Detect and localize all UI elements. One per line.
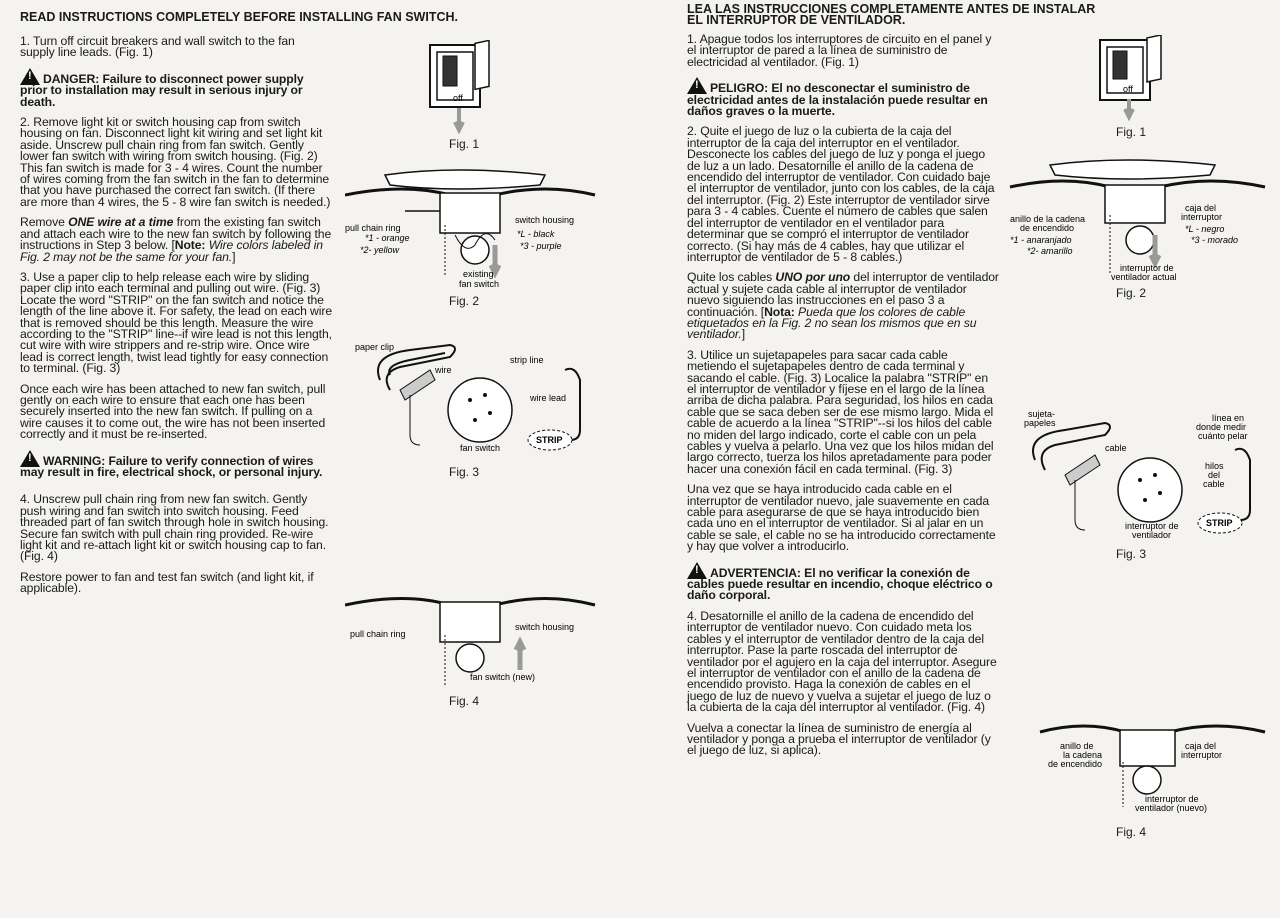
danger-warning-en: !DANGER: Failure to disconnect power supply prior to installation may result in serious injury or death.	[20, 68, 332, 108]
existing-label: existing	[463, 269, 494, 279]
strip-label: STRIP	[536, 435, 563, 445]
pull-chain-ring-label: pull chain ring	[350, 629, 406, 639]
wire-lead-label: wire lead	[530, 393, 567, 403]
fig-3-caption-es: Fig. 3	[1116, 547, 1147, 561]
warning-icon	[20, 450, 40, 467]
anillo-label: anillo de la cadena	[1010, 214, 1086, 224]
papeles-label: papeles	[1024, 418, 1056, 428]
peligro-warning-es: !PELIGRO: El no desconectar el suministro de electricidad antes de la instalación puede resultar en daños graves o la muerte.	[687, 77, 999, 117]
instructions-es	[687, 34, 999, 766]
figure-1-es	[1095, 35, 1175, 125]
de-encendido-label: de encendido	[1020, 223, 1075, 233]
donde-medir-label: donde medir	[1196, 422, 1247, 432]
fig-1-caption-es: Fig. 1	[1116, 125, 1147, 139]
del-label: del	[1208, 470, 1221, 480]
ventilador-actual-label: ventilador actual	[1111, 272, 1177, 282]
de-encendido-label: de encendido	[1048, 759, 1103, 769]
step-2-es: 2. Quite el juego de luz o la cubierta de la caja del interruptor de la caja del interruptor en el ventilador. Desconecte los cables del juego de luz y ponga el juego de luz a un lado. Desatornille el anillo de la cadena de encendido del interruptor de ventilador. Con cuidado baje el interruptor de ventilador, junto con los cables, de la caja del interruptor. (Fig. 2) Este interruptor de ventilador sirve para 3 - 4 cables. Cuente el número de cables que salen del interruptor de ventilador en el ventilador para determinar que se compró el interruptor de ventilador correcto. (Si hay más de 4 cables, hay que utilizar el interruptor de ventilador de 5 - 8 cables.)	[687, 124, 995, 264]
restore-paragraph-en: Restore power to fan and test fan switch (and light kit, if applicable).	[20, 569, 314, 596]
figure-1-en	[425, 40, 505, 140]
interruptor-de-label: interruptor de	[1125, 521, 1179, 531]
caja-del-label: caja del	[1185, 203, 1217, 213]
fig-2-caption-es: Fig. 2	[1116, 286, 1147, 300]
anaranjado-label: *1 - anaranjado	[1010, 235, 1072, 245]
sujeta-label: sujeta-	[1028, 409, 1056, 419]
ventilador-nuevo-label: ventilador (nuevo)	[1135, 803, 1208, 813]
step-2-en: 2. Remove light kit or switch housing cap from switch housing on fan. Disconnect light kit wiring and set light kit aside. Unscrew pull chain ring from fan switch. Gently lower fan switch with wiring from switch housing. (Fig. 2) This fan switch is made for 3 - 4 wires. Count the number of wires coming from the fan switch in the fan to determine that you have purchased the correct fan switch. (If there are more than 4 wires, the 5 - 8 wire fan switch is needed.)	[20, 115, 331, 209]
linea-en-label: línea en	[1212, 413, 1245, 423]
figure-3-es	[1020, 405, 1275, 545]
off-label: off	[453, 93, 463, 103]
step-1-es: 1. Apague todos los interruptores de circuito en el panel y el interruptor de pared a la línea de suministro de electricidad al ventilador. (Fig. 1)	[687, 32, 992, 69]
advertencia-warning-es: !ADVERTENCIA: El no verificar la conexión de cables puede resultar en incendio, choque eléctrico o daño corporal.	[687, 562, 999, 602]
fig-3-caption-en: Fig. 3	[449, 465, 480, 479]
strip-label: STRIP	[1206, 518, 1233, 528]
una-vez-paragraph-es: Una vez que se haya introducido cada cable en el interruptor de ventilador nuevo, jale suavemente en cada cable para asegurarse de que se haya introducido bien cada uno en el interruptor de ventilador. Si al jalar en un cable se sale, el cable no se ha introducido correctamente y hay que volver a introducirlo.	[687, 482, 996, 554]
figure-3-en	[350, 335, 600, 460]
interruptor-de-label: interruptor de	[1120, 263, 1174, 273]
paper-clip-label: paper clip	[355, 342, 395, 352]
cuanto-pelar-label: cuánto pelar	[1198, 431, 1248, 441]
step-1-en: 1. Turn off circuit breakers and wall switch to the fan supply line leads. (Fig. 1)	[20, 34, 295, 60]
step-4-en: 4. Unscrew pull chain ring from new fan switch. Gently push wiring and fan switch into switch housing. Feed threaded part of fan switch through hole in switch housing. Secure fan switch with pull chain ring provided. Re-wire light kit and re-attach light kit or switch housing cap to fan. (Fig. 4)	[20, 492, 329, 564]
interruptor-label: interruptor	[1181, 750, 1223, 760]
fig-1-caption-en: Fig. 1	[449, 137, 480, 151]
figure-2-es	[1005, 155, 1270, 285]
wire-label: wire	[435, 365, 452, 375]
black-wire-label: *L - black	[517, 229, 555, 239]
once-paragraph-en: Once each wire has been attached to new fan switch, pull gently on each wire to ensure that each one has been securely inserted into the new fan switch. If pulling on a wire causes it to come out, the wire has not been inserted correctly and it must be re-inserted.	[20, 381, 326, 442]
orange-wire-label: *1 - orange	[365, 233, 410, 243]
page-title-es: LEA LAS INSTRUCCIONES COMPLETAMENTE ANTES DE INSTALAR EL INTERRUPTOR DE VENTILADOR.	[687, 2, 1096, 27]
wiring-warning-en: !WARNING: Failure to verify connection of wires may result in fire, electrical shock, or personal injury.	[20, 450, 332, 479]
instructions-en	[20, 36, 332, 604]
fig-2-caption-en: Fig. 2	[449, 294, 480, 308]
amarillo-label: *2- amarillo	[1027, 246, 1073, 256]
pull-chain-ring-label: pull chain ring	[345, 223, 401, 233]
fan-switch-new-label: fan switch (new)	[470, 672, 536, 682]
warning-icon	[687, 77, 707, 94]
step-3-es: 3. Utilice un sujetapapeles para sacar cada cable metiendo el sujetapapeles dentro de cada terminal y sacando el cable. (Fig. 3) Localice la palabra "STRIP" en el interruptor de ventilador y fíjese en el largo de la línea arriba de dicha palabra. Para seguridad, los hilos en cada cable que se saca deben ser de ese mismo largo. Mida el cable de acuerdo a la línea "STRIP"--si los hilos del cable no miden del largo indicado, corte el cable con un pela cables y vuelva a pelarlo. Una vez que los hilos midan del largo correcto, tuerza los hilos apretadamente para poder hacer una conexión fácil en cada terminal. (Fig. 3)	[687, 347, 994, 476]
figure-4-es	[1035, 712, 1270, 817]
step-3-en: 3. Use a paper clip to help release each wire by sliding paper clip into each terminal and pulling out wire. (Fig. 3) Locate the word "STRIP" on the fan switch and notice the length of the line above it. For safety, the lead on each wire that is removed should be this length. Measure the wire according to the "STRIP" line--if wire lead is not this length, cut wire with wire strippers and re-strip wire. Once wire lead is correct length, twist lead tightly for easy connection to terminal. (Fig. 3)	[20, 269, 332, 376]
fan-switch-label: fan switch	[460, 443, 501, 453]
negro-label: *L - negro	[1185, 224, 1225, 234]
cable-2-label: cable	[1203, 479, 1225, 489]
anillo-de-label: anillo de	[1060, 741, 1094, 751]
hilos-label: hilos	[1205, 461, 1224, 471]
fan-switch-label: fan switch	[459, 279, 500, 289]
switch-housing-label: switch housing	[515, 622, 575, 632]
figure-2-en	[345, 165, 600, 290]
vuelva-paragraph-es: Vuelva a conectar la línea de suministro de energía al ventilador y ponga a prueba el interruptor de ventilador (y el juego de luz, si aplica).	[687, 720, 991, 758]
off-label: off	[1123, 84, 1133, 94]
interruptor-de-label: interruptor de	[1145, 794, 1199, 804]
fig-4-caption-es: Fig. 4	[1116, 825, 1147, 839]
strip-line-label: strip line	[510, 355, 544, 365]
remove-paragraph-en: Remove ONE wire at a time from the existing fan switch and attach each wire to the new fan switch by following the instructions in Step 3 below. [Note: Wire colors labeled in Fig. 2 may not be the same for your fan.]	[20, 215, 332, 264]
step-4-es: 4. Desatornille el anillo de la cadena de encendido del interruptor de ventilador nuevo. Con cuidado meta los cables y el interruptor de ventilador dentro de la caja del interruptor. Pase la parte roscada del interruptor de ventilador por el agujero en la caja del interruptor. Asegure el interruptor de ventilador con el anillo de la cadena de encendido provisto. Haga la conexión de cables en el juego de luz de nuevo y vuelva a sujetar el juego de luz o la cubierta de la caja del interruptor al ventilador. (Fig. 4)	[687, 608, 997, 715]
warning-icon	[20, 68, 40, 85]
interruptor-label: interruptor	[1181, 212, 1223, 222]
figure-4-en	[345, 590, 600, 690]
switch-housing-label: switch housing	[515, 215, 575, 225]
yellow-wire-label: *2- yellow	[360, 245, 400, 255]
warning-icon	[687, 562, 707, 579]
la-cadena-label: la cadena	[1063, 750, 1103, 760]
page-title-en: READ INSTRUCTIONS COMPLETELY BEFORE INSTALLING FAN SWITCH.	[20, 10, 458, 24]
purple-wire-label: *3 - purple	[520, 241, 562, 251]
ventilador-label: ventilador	[1132, 530, 1172, 540]
caja-del-label: caja del	[1185, 741, 1217, 751]
quite-paragraph-es: Quite los cables UNO por uno del interruptor de ventilador actual y sujete cada cable al interruptor de ventilador nuevo siguiendo las instrucciones en el paso 3 a continuación. [Nota: Pueda que los colores de cable etiquetados en la Fig. 2 no sean los mismos que en su ventilador.]	[687, 270, 999, 342]
fig-4-caption-en: Fig. 4	[449, 694, 480, 708]
cable-label: cable	[1105, 443, 1127, 453]
morado-label: *3 - morado	[1191, 235, 1239, 245]
